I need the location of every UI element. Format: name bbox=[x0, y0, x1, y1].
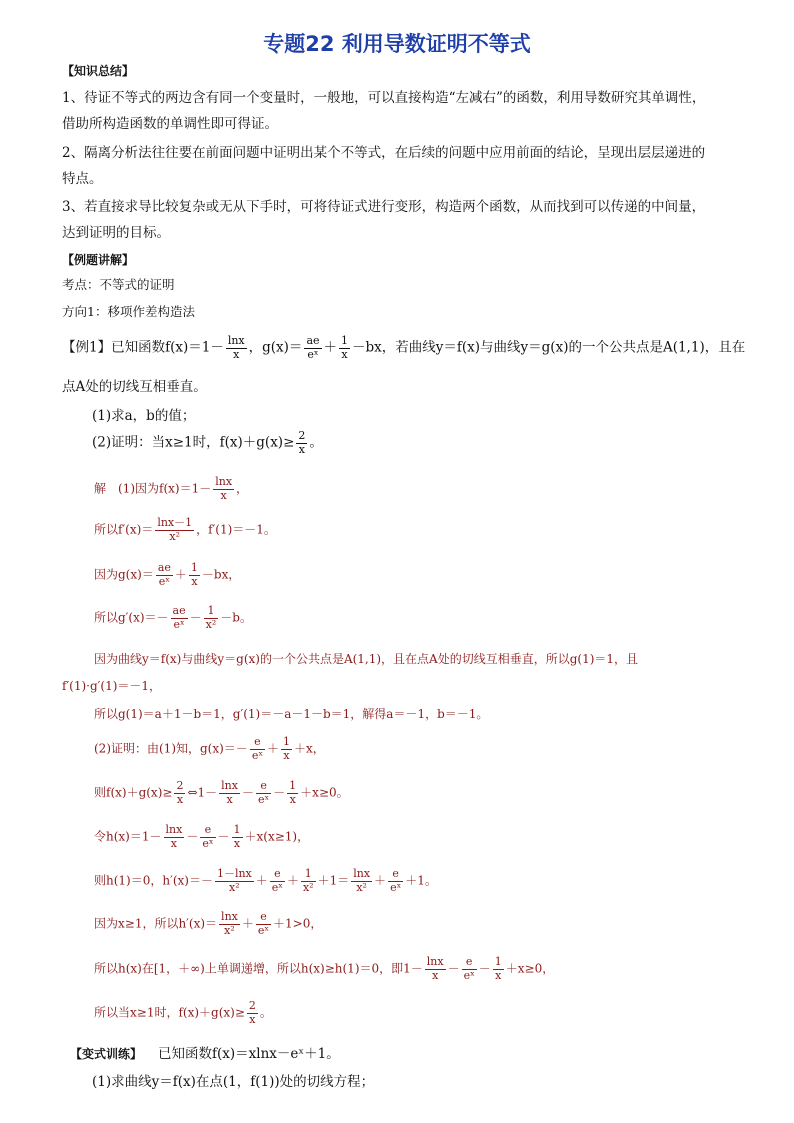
fraction: $\frac{2}{x}$ bbox=[248, 999, 256, 1026]
variant-statement: 【变式训练】 已知函数f(x)＝xlnx－eˣ＋1。 bbox=[70, 1046, 340, 1062]
fraction: $\frac{1}{x}$ bbox=[233, 823, 241, 850]
fraction: $\frac{\ln x}{x}$ bbox=[165, 823, 183, 850]
fraction: $\frac{1}{x}$ bbox=[341, 334, 349, 361]
knowledge-line-5: 3、若直接求导比较复杂或无从下手时，可将待证式进行变形，构造两个函数，从而找到可以传递的中间量， bbox=[62, 199, 706, 215]
question-1: (1)求a，b的值； bbox=[92, 408, 196, 424]
example-tag: 【例1】 bbox=[62, 339, 112, 356]
solution-step-2: 所以f′(x)＝ $\frac{\ln x-1}{\text{x²}}$ ，f′(1)＝－1。 bbox=[94, 516, 276, 543]
solution-step-5: 因为曲线y＝f(x)与曲线y＝g(x)的一个公共点是A(1,1)，且在点A处的切线互相垂直，所以g(1)＝1，且 bbox=[94, 652, 639, 666]
topic-point: 考点：不等式的证明 bbox=[62, 277, 175, 292]
example-statement-line2: 点A处的切线互相垂直。 bbox=[62, 379, 207, 395]
fraction: $\frac{1}{x}$ bbox=[190, 561, 198, 588]
fraction: $\frac{\ln x}{x}$ bbox=[221, 779, 238, 806]
solution-step-3: 因为g(x)＝ $\frac{ae}{\text{eˣ}}$ ＋ $\frac{1}{x}$ －bx， bbox=[94, 561, 241, 588]
knowledge-line-3: 2、隔离分析法往往要在前面问题中证明出某个不等式，在后续的问题中应用前面的结论，呈现出层层递进的 bbox=[62, 145, 706, 161]
solution-step-12: 因为x≥1，所以h′(x)＝ $\frac{\ln x}{\text{x²}}$ ＋ $\frac{e}{\text{eˣ}}$ ＋1>0， bbox=[94, 910, 323, 937]
fraction: $\frac{\ln x}{x}$ bbox=[426, 955, 444, 982]
fraction: $\frac{2}{x}$ bbox=[176, 779, 184, 806]
fraction: $\frac{1}{\text{x²}}$ bbox=[302, 867, 314, 894]
solution-step-1: 解 (1)因为f(x)＝1－ $\frac{\ln x}{x}$ ， bbox=[94, 475, 249, 502]
example-heading: 【例题讲解】 bbox=[62, 253, 135, 267]
fraction: $\frac{\ln x}{\text{x²}}$ bbox=[221, 910, 238, 937]
knowledge-line-2: 借助所构造函数的单调性即可得证。 bbox=[62, 116, 278, 132]
fraction: $\frac{ae}{\text{eˣ}}$ bbox=[306, 334, 320, 361]
knowledge-heading: 【知识总结】 bbox=[62, 64, 135, 78]
solution-step-13: 所以h(x)在[1，＋∞)上单调递增，所以h(x)≥h(1)＝0，即1－ $\frac{\ln x}{x}$ － $\frac{e}{\text{eˣ}}$ － $\frac{1}{x}$ ＋x≥0， bbox=[94, 955, 555, 982]
fraction: $\frac{\ln x}{x}$ bbox=[215, 475, 233, 502]
example-statement: 【例1】已知函数f(x)＝1－ $\frac{\ln x}{x}$ ，g(x)＝ $\frac{ae}{\text{eˣ}}$ ＋ $\frac{1}{x}$ －bx，若曲线y＝f(x)与曲线y＝g(x)的一个公共点是A(1,1)，且在 bbox=[62, 334, 746, 361]
solution-step-4: 所以g′(x)＝－ $\frac{ae}{\text{eˣ}}$ － $\frac{1}{\text{x²}}$ －b。 bbox=[94, 604, 252, 631]
fraction: $\frac{\ln x}{\text{x²}}$ bbox=[353, 867, 371, 894]
page-title: 专题22 利用导数证明不等式 bbox=[263, 32, 531, 56]
variant-tag: 【变式训练】 bbox=[70, 1047, 143, 1061]
solution-step-7: 所以g(1)＝a＋1－b＝1，g′(1)＝－a－1－b＝1，解得a＝－1，b＝－1。 bbox=[94, 707, 489, 721]
solution-step-8: (2)证明：由(1)知，g(x)＝－ $\frac{e}{\text{eˣ}}$ ＋ $\frac{1}{x}$ ＋x， bbox=[94, 735, 325, 762]
direction-label: 方向1：移项作差构造法 bbox=[62, 304, 195, 319]
fraction: $\frac{e}{\text{eˣ}}$ bbox=[251, 735, 263, 762]
fraction: $\frac{e}{\text{eˣ}}$ bbox=[257, 910, 270, 937]
fraction: $\frac{\ln x-1}{\text{x²}}$ bbox=[157, 516, 193, 543]
fraction: $\frac{1}{x}$ bbox=[289, 779, 297, 806]
variant-question-1: (1)求曲线y＝f(x)在点(1，f(1))处的切线方程； bbox=[92, 1074, 375, 1090]
fraction: $\frac{ae}{\text{eˣ}}$ bbox=[157, 561, 171, 588]
fraction: $\frac{e}{\text{eˣ}}$ bbox=[202, 823, 214, 850]
fraction: $\frac{1}{x}$ bbox=[283, 735, 290, 762]
fraction: $\frac{1-\ln x}{\text{x²}}$ bbox=[216, 867, 252, 894]
solution-step-14: 所以当x≥1时，f(x)＋g(x)≥ $\frac{2}{x}$ 。 bbox=[94, 999, 272, 1026]
fraction: $\frac{e}{\text{eˣ}}$ bbox=[257, 779, 270, 806]
fraction: $\frac{e}{\text{eˣ}}$ bbox=[463, 955, 475, 982]
fraction: $\frac{2}{x}$ bbox=[298, 429, 306, 456]
fraction: $\frac{e}{\text{eˣ}}$ bbox=[390, 867, 402, 894]
fraction: $\frac{1}{\text{x²}}$ bbox=[205, 604, 217, 631]
solution-step-9: 则f(x)＋g(x)≥ $\frac{2}{x}$ ⇔1－ $\frac{\ln x}{x}$ － $\frac{e}{\text{eˣ}}$ － $\frac{1}{x}$ ＋x≥0。 bbox=[94, 779, 349, 806]
fraction: $\frac{e}{\text{eˣ}}$ bbox=[271, 867, 283, 894]
fraction: $\frac{1}{x}$ bbox=[494, 955, 502, 982]
fraction: $\frac{\ln x}{x}$ bbox=[227, 334, 245, 361]
knowledge-line-4: 特点。 bbox=[62, 171, 103, 187]
solution-step-6: f′(1)·g′(1)＝－1， bbox=[62, 679, 162, 693]
fraction: $\frac{ae}{\text{eˣ}}$ bbox=[172, 604, 186, 631]
knowledge-line-6: 达到证明的目标。 bbox=[62, 225, 170, 241]
question-2: (2)证明：当x≥1时，f(x)＋g(x)≥ $\frac{2}{x}$ 。 bbox=[92, 429, 323, 456]
solution-step-11: 则h(1)＝0，h′(x)＝－ $\frac{1-\ln x}{\text{x²}}$ ＋ $\frac{e}{\text{eˣ}}$ ＋ $\frac{1}{\text{x²}}$ ＋1＝ $\frac{\ln x}{\text{x²}}$ ＋ $\frac{e}{\text{eˣ}}$ ＋1。 bbox=[94, 867, 437, 894]
solution-step-10: 令h(x)＝1－ $\frac{\ln x}{x}$ － $\frac{e}{\text{eˣ}}$ － $\frac{1}{x}$ ＋x(x≥1)， bbox=[94, 823, 310, 850]
knowledge-line-1: 1、待证不等式的两边含有同一个变量时，一般地，可以直接构造“左减右”的函数，利用导数研究其单调性， bbox=[62, 90, 706, 106]
